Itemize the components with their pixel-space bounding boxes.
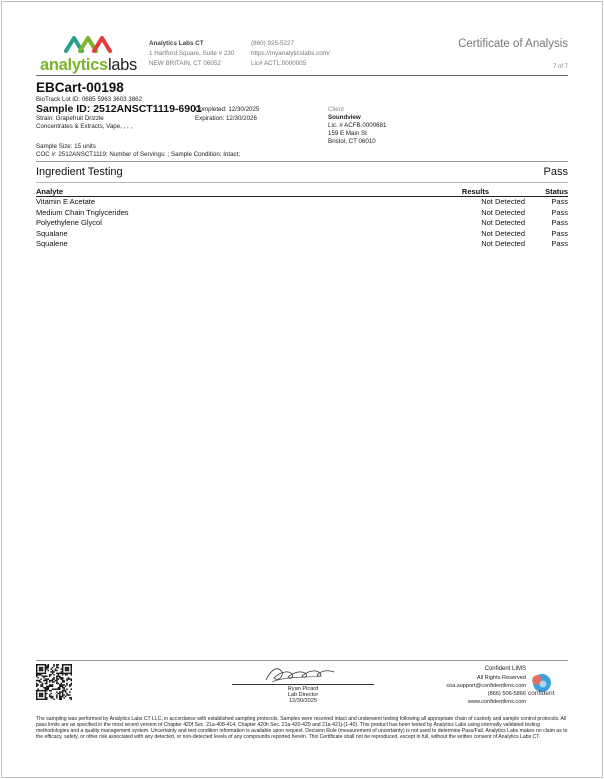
status-cell: Pass [551, 239, 568, 248]
sample-divider [36, 161, 568, 162]
analytics-labs-logo [40, 34, 140, 76]
result-cell: Not Detected [481, 218, 525, 227]
status-cell: Pass [551, 197, 568, 206]
client-block [328, 106, 386, 146]
client-label: Client [328, 106, 344, 113]
sample-strain: Strain: Grapefruit Drizzle [36, 115, 104, 122]
lab-name: Analytics Labs CT [149, 40, 204, 47]
table-row [36, 208, 568, 219]
client-address-line-1: 159 E Main St [328, 130, 367, 137]
confident-email[interactable]: coa.support@confidentlims.com [446, 683, 526, 689]
document-title: Certificate of Analysis [458, 38, 568, 50]
disclaimer-text: The sampling was performed by Analytics Labs CT LLC, in accordance with established sampling protocols. Samples were received intact and underwent testing following all appropriate chain of custody and sample control protocols. All pass limits are as specified in the most recent version of Chapter 420f Sec. 21a-408-414, Chapter 420h Sec. 21a-420-429 and 21a-421j-(1-40). This product has been tested by Analytics Labs using internally validated testing methodologies and a quality management system. Uncertainty and test condition information is available upon request. Decision Rule (measurement of uncertainty) is not used to determine Pass/Fail. Analytics Labs makes no claim as to the efficacy, safety, or other risk associated with any detected, or non-detected levels of any compounds reported herein. This Certificate shall not be reproduced, except in full, without the written consent of Analytics Labs CT. [36, 716, 568, 741]
signer-name: Ryan Picard [287, 686, 319, 692]
column-header-results: Results [461, 187, 489, 196]
status-cell: Pass [551, 228, 568, 238]
section-divider [36, 182, 568, 183]
confident-name: Confident LIMS [484, 666, 526, 672]
analyte-cell: Vitamin E Acetate [36, 197, 96, 206]
signature-line [232, 684, 374, 685]
sample-id: Sample ID: 2512ANSCT1119-6901 [36, 103, 202, 115]
table-row [36, 239, 568, 250]
signer-title: Lab Director [287, 692, 319, 698]
lab-address-line-1: 1 Hartford Square, Suite # 230 [149, 50, 235, 57]
table-row [36, 229, 568, 240]
analyte-cell: Squalene [36, 239, 68, 248]
column-header-status: Status [545, 187, 568, 196]
lab-address-line-2: NEW BRITAIN, CT 06052 [149, 60, 221, 67]
coc-info: COC #: 2512ANSCT1119; Number of Servings: ; Sample Condition: Intact; [36, 151, 241, 158]
status-cell: Pass [551, 218, 568, 227]
expiration-date: Expiration: 12/30/2026 [195, 115, 257, 122]
completed-date: Completed: 12/30/2025 [195, 106, 260, 113]
confident-logo-icon [528, 672, 558, 702]
status-cell: Pass [551, 207, 568, 217]
header-divider [36, 75, 568, 76]
client-license: Lic. # ACFB.0000681 [328, 122, 387, 129]
result-cell: Not Detected [481, 239, 525, 248]
analyte-cell: Polyethylene Glycol [36, 218, 102, 227]
biotrack-lot-id: BioTrack Lot ID: 0685 5963 3603 3862 [36, 96, 143, 103]
confident-website[interactable]: www.confidentlims.com [467, 699, 526, 705]
signature-date: 12/30/2025 [289, 698, 317, 704]
confident-wordmark: confident [528, 690, 555, 697]
table-row [36, 197, 568, 208]
footer-divider [36, 660, 568, 661]
lab-address-block [149, 39, 234, 69]
sample-category: Concentrates & Extracts, Vape, , , , [36, 123, 133, 130]
sample-name: EBCart-00198 [36, 80, 124, 95]
signature-icon [262, 664, 338, 686]
lab-website[interactable]: https://myanalyticslabs.com/ [251, 50, 330, 57]
section-overall-status: Pass [543, 166, 568, 178]
confident-rights: All Rights Reserved [476, 675, 526, 681]
page-number: 7 of 7 [552, 64, 568, 70]
logo-mark-icon [64, 34, 114, 54]
analyte-cell: Squalane [36, 228, 68, 238]
lab-contact-block [251, 39, 330, 69]
column-header-analyte: Analyte [36, 187, 64, 196]
result-cell: Not Detected [481, 228, 525, 238]
logo-wordmark: analyticslabs [40, 56, 138, 74]
sample-size: Sample Size: 15 units [36, 143, 96, 150]
confident-phone: (866) 506-5866 [487, 691, 526, 697]
result-cell: Not Detected [481, 197, 525, 206]
lab-license: Lic# ACTL.0000005 [251, 60, 307, 67]
result-cell: Not Detected [481, 207, 525, 217]
lab-phone: (860) 925-5227 [251, 40, 295, 47]
table-row [36, 218, 568, 229]
client-address-line-2: Bristol, CT 06010 [328, 138, 376, 145]
ingredient-table [36, 197, 568, 250]
analyte-cell: Medium Chain Triglycerides [36, 207, 129, 217]
qr-code-icon[interactable] [36, 664, 72, 700]
section-title: Ingredient Testing [36, 166, 123, 178]
client-name: Soundview [328, 114, 361, 121]
